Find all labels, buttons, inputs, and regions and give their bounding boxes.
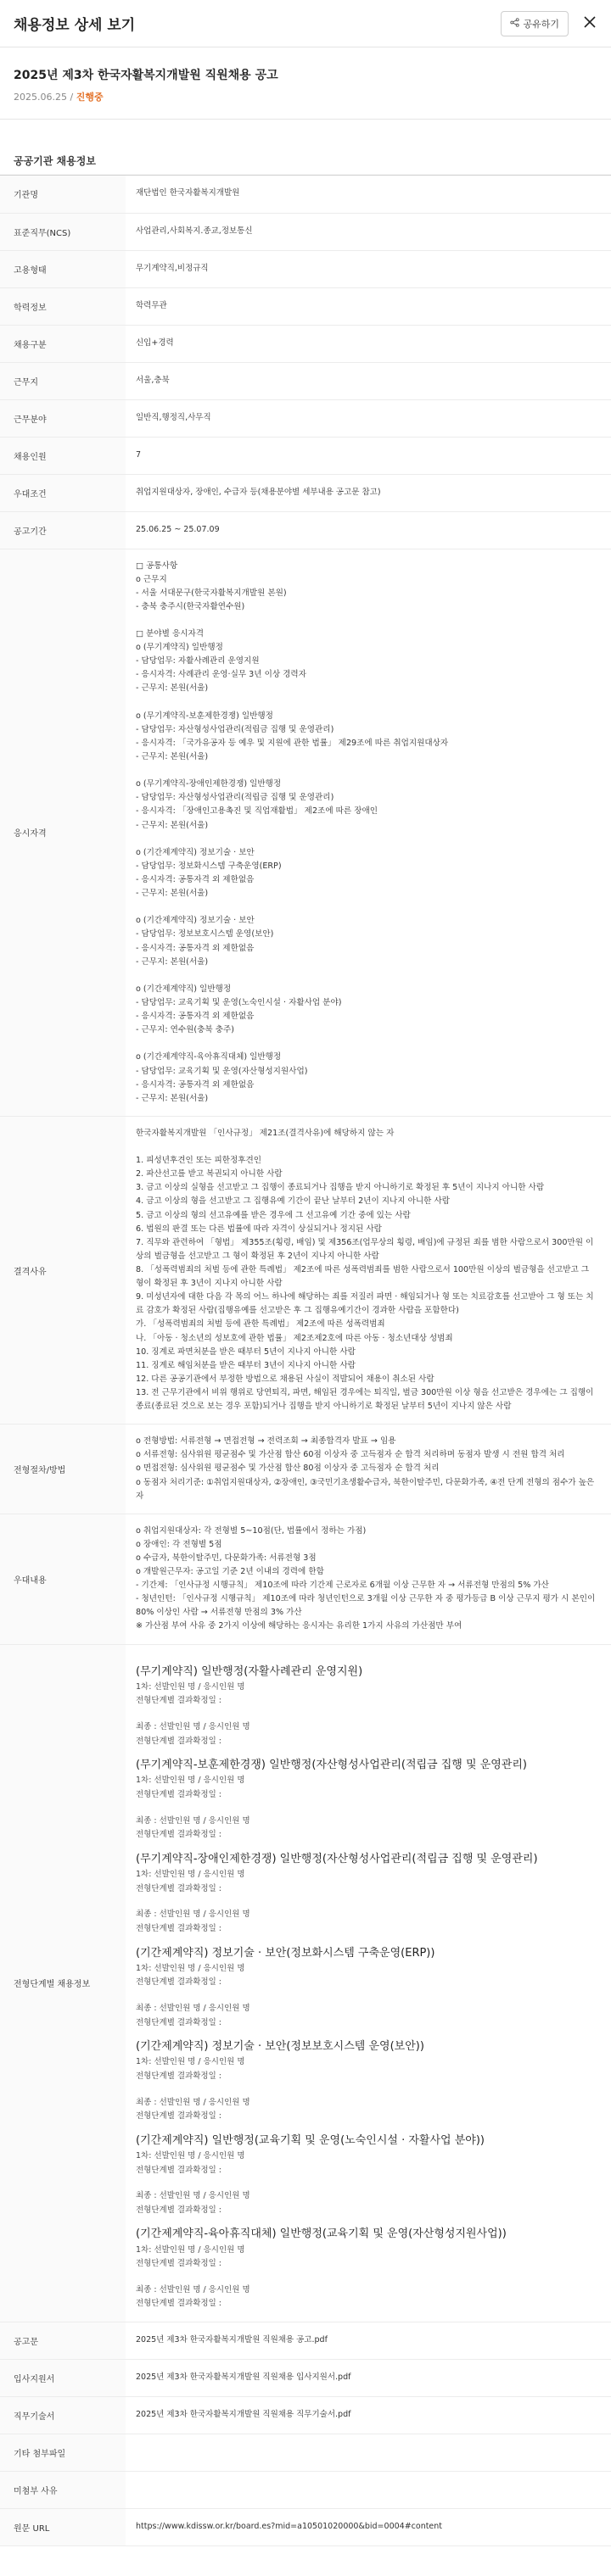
table-row (0, 2434, 611, 2472)
table-row (0, 2360, 611, 2397)
row-label: 우대조건 (0, 474, 126, 511)
table-row (0, 2472, 611, 2509)
info-table (0, 176, 611, 2546)
results-line: 최종 : 선발인원 명 / 응시인원 명 (136, 1815, 250, 1826)
results-line: 최종 : 선발인원 명 / 응시인원 명 (136, 2191, 250, 2201)
results-group (136, 2133, 597, 2218)
results-line: 1차: 선발인원 명 / 응시인원 명 (136, 2244, 245, 2255)
row-label: 고용형태 (0, 250, 126, 287)
share-icon (510, 18, 519, 30)
section-title: 공공기관 채용정보 (0, 120, 611, 176)
row-label: 채용인원 (0, 437, 126, 474)
table-row (0, 287, 611, 325)
results-group-title: (기간제계약직) 정보기술 · 보안(정보화시스템 구축운영(ERP)) (136, 1946, 435, 1960)
preference-text: o 취업지원대상자: 각 전형별 5~10점(단, 법률에서 정하는 가점) o 장애인: 각 전형별 5점 o 수급자, 북한이탈주민, 다문화가족: 서류전형 3점 o 개발원근무자: 공고일 기준 2년 이내의 경력에 한함 - 기간제: 「인사규정 시행규칙」 제10조에 따라 기간제 근로자로 6개월 이상 근무한 자 → 서류전형 만점의 5% 가산 - 청년인턴: 「인사규정 시행규칙」 제10조에 따라 청년인턴으로 3개월 이상 근무한 자 중 평가등급 B 이상 근무지 평가 시 본인이 80% 이상인 사람 → 서류전형 만점의 3% 가산 ※ 가산점 부여 사유 중 2가지 이상에 해당하는 응시자는 유리한 1가지 사유의 가산점만 부여 (136, 1525, 596, 1631)
results-group-title: (기간제계약직-육아휴직대체) 일반행정(교육기획 및 운영(자산형성지원사업)) (136, 2228, 507, 2241)
table-row (0, 325, 611, 362)
row-label: 근무분야 (0, 399, 126, 437)
results-line: 전형단계별 결과확정일 : (136, 1736, 222, 1746)
row-value (126, 2434, 611, 2472)
table-row (0, 437, 611, 474)
row-label: 전형절차/방법 (0, 1425, 126, 1514)
results-line: 최종 : 선발인원 명 / 응시인원 명 (136, 1721, 250, 1731)
row-label: 기관명 (0, 176, 126, 213)
row-label: 기타 첨부파일 (0, 2434, 126, 2472)
row-value: 재단법인 한국자활복지개발원 (126, 176, 611, 213)
close-button[interactable] (582, 16, 597, 31)
table-row (0, 399, 611, 437)
results-group (136, 1945, 597, 2031)
row-value: 무기계약직,비정규직 (126, 250, 611, 287)
row-value: 신입+경력 (126, 325, 611, 362)
results-line: 전형단계별 결과확정일 : (136, 1696, 222, 1706)
results-line: 1차: 선발인원 명 / 응시인원 명 (136, 1870, 245, 1880)
table-row-preference (0, 1514, 611, 1644)
results-line: 전형단계별 결과확정일 : (136, 1830, 222, 1840)
row-label: 공고기간 (0, 511, 126, 549)
table-row (0, 2509, 611, 2546)
row-value (126, 2472, 611, 2509)
row-label: 입사지원서 (0, 2360, 126, 2397)
results-group (136, 1664, 597, 1749)
results-group (136, 2226, 597, 2311)
post-title: 2025년 제3차 한국자활복지개발원 직원채용 공고 (14, 69, 278, 82)
table-row (0, 474, 611, 511)
attachment-link[interactable]: 2025년 제3차 한국자활복지개발원 직원채용 공고.pdf (126, 2322, 611, 2360)
row-label: 우대내용 (0, 1514, 126, 1644)
table-row-process (0, 1425, 611, 1514)
results-line: 전형단계별 결과확정일 : (136, 1790, 222, 1799)
status-badge: 진행중 (76, 92, 104, 103)
share-button-label: 공유하기 (523, 18, 559, 30)
row-value: 취업지원대상자, 장애인, 수급자 등(채용분야별 세부내용 공고문 참고) (126, 474, 611, 511)
post-date: 2025.06.25 (14, 92, 67, 103)
process-text: o 전형방법: 서류전형 → 면접전형 → 전력조회 → 최종합격자 발표 → 임용 o 서류전형: 심사위원 평균점수 및 가산점 합산 60점 이상자 중 고득점자 순 합격 처리하며 동점자 발생 시 전원 합격 처리 o 면접전형: 심사위원 평균점수 및 가산점 합산 80점 이상자 중 고득점자 순 합격 처리 o 동점자 처리기준: ①취업지원대상자, ②장애인, ③국민기초생활수급자, 북한이탈주민, 다문화가족, ④전 단계 전형의 점수가 높은 자 (136, 1436, 595, 1501)
results-line: 전형단계별 결과확정일 : (136, 2165, 222, 2175)
table-row (0, 176, 611, 213)
results-group-title: (기간제계약직) 정보기술 · 보안(정보보호시스템 운영(보안)) (136, 2040, 424, 2054)
results-line: 전형단계별 결과확정일 : (136, 2259, 222, 2269)
row-label: 표준직무(NCS) (0, 213, 126, 250)
results-line: 최종 : 선발인원 명 / 응시인원 명 (136, 2003, 250, 2013)
page-title: 채용정보 상세 보기 (14, 17, 136, 34)
results-line: 1차: 선발인원 명 / 응시인원 명 (136, 2150, 245, 2161)
source-url-link[interactable]: https://www.kdissw.or.kr/board.es?mid=a10501020000&bid=0004#content (126, 2509, 611, 2546)
table-row (0, 362, 611, 399)
close-icon (583, 15, 597, 31)
results-line: 전형단계별 결과확정일 : (136, 1923, 222, 1933)
row-value: 7 (126, 437, 611, 474)
results-group-title: (무기계약직) 일반행정(자활사례관리 운영지원) (136, 1664, 363, 1678)
row-value: 25.06.25 ~ 25.07.09 (126, 511, 611, 549)
results-line: 최종 : 선발인원 명 / 응시인원 명 (136, 1910, 250, 1920)
row-label: 원문 URL (0, 2509, 126, 2546)
row-value: 서울,충북 (126, 362, 611, 399)
qualification-text: □ 공통사항 o 근무지 - 서울 서대문구(한국자활복지개발원 본원) - 충북 충주시(한국자활연수원) □ 분야별 응시자격 o (무기계약직) 일반행정 - 담당업무: 자활사례관리 운영지원 - 응시자격: 사례관리 운영·실무 3년 이상 경력자 - 근무지: 본원(서울) o (무기계약직-보훈제한경쟁) 일반행정 - 담당업무: 자산형성사업관리(적립금 집행 및 운영관리) - 응시자격: 「국가유공자 등 예우 및 지원에 관한 법률」 제29조에 따른 취업지원대상자 - 근무지: 본원(서울) o (무기계약직-장애인제한경쟁) 일반행정 - 담당업무: 자산형성사업관리(적립금 집행 및 운영관리) - 응시자격: 「장애인고용촉진 및 직업재활법」 제2조에 따른 장애인 - 근무지: 본원(서울) o (기간제계약직) 정보기술 · 보안 - 담당업무: 정보화시스템 구축운영(ERP) - 응시자격: 공통자격 외 제한없음 - 근무지: 본원(서울) o (기간제계약직) 정보기술 · 보안 - 담당업무: 정보보호시스템 운영(보안) - 응시자격: 공통자격 외 제한없음 - 근무지: 본원(서울) o (기간제계약직) 일반행정 - 담당업무: 교육기획 및 운영(노숙인시설 · 자활사업 분야) - 응시자격: 공통자격 외 제한없음 - 근무지: 연수원(충북 충주) o (기간제계약직-육아휴직대체) 일반행정 - 담당업무: 교육기획 및 운영(자산형성지원사업) - 응시자격: 공통자격 외 제한없음 - 근무지: 본원(서울) (136, 560, 449, 1103)
table-row (0, 511, 611, 549)
results-line: 1차: 선발인원 명 / 응시인원 명 (136, 2057, 245, 2067)
post-header (0, 47, 611, 120)
results-line: 1차: 선발인원 명 / 응시인원 명 (136, 1963, 245, 1973)
table-row-results (0, 1644, 611, 2322)
row-label: 응시자격 (0, 549, 126, 1116)
row-value: 사업관리,사회복지.종교,정보통신 (126, 213, 611, 250)
results-line: 전형단계별 결과확정일 : (136, 1977, 222, 1988)
results-line: 전형단계별 결과확정일 : (136, 2017, 222, 2027)
results-line: 전형단계별 결과확정일 : (136, 2111, 222, 2122)
results-line: 최종 : 선발인원 명 / 응시인원 명 (136, 2284, 250, 2294)
row-label: 공고문 (0, 2322, 126, 2360)
results-line: 1차: 선발인원 명 / 응시인원 명 (136, 1681, 245, 1692)
results-group-title: (무기계약직-장애인제한경쟁) 일반행정(자산형성사업관리(적립금 집행 및 운영관리) (136, 1852, 538, 1865)
table-row-disqualification (0, 1116, 611, 1424)
row-label: 근무지 (0, 362, 126, 399)
attachment-link[interactable]: 2025년 제3차 한국자활복지개발원 직원채용 직무기술서.pdf (126, 2397, 611, 2434)
table-row (0, 213, 611, 250)
share-button[interactable] (501, 11, 569, 36)
post-meta (14, 90, 597, 103)
results-group (136, 1757, 597, 1843)
disqualification-text: 한국자활복지개발원 「인사규정」 제21조(결격사유)에 해당하지 않는 자 1. 피성년후견인 또는 피한정후견인 2. 파산선고를 받고 복권되지 아니한 사람 3. 금고 이상의 실형을 선고받고 그 집행이 종료되거나 집행을 받지 아니하기로 확정된 후 5년이 지나지 아니한 사람 4. 금고 이상의 형을 선고받고 그 집행유예 기간이 끝난 날부터 2년이 지나지 아니한 사람 5. 금고 이상의 형의 선고유예를 받은 경우에 그 선고유예 기간 중에 있는 사람 6. 법원의 판결 또는 다른 법률에 따라 자격이 상실되거나 정지된 사람 7. 직무와 관련하여 「형법」 제355조(횡령, 배임) 및 제356조(업무상의 횡령, 배임)에 규정된 죄를 범한 사람으로서 300만원 이상의 벌금형을 선고받고 그 형이 확정된 후 2년이 지나지 아니한 사람 8. 「성폭력범죄의 처벌 등에 관한 특례법」 제2조에 따른 성폭력범죄를 범한 사람으로서 100만원 이상의 벌금형을 선고받고 그 형이 확정된 후 3년이 지나지 아니한 사람 9. 미성년자에 대한 다음 각 목의 어느 하나에 해당하는 죄를 저질러 파면 · 해임되거나 형 또는 치료감호를 선고받아 그 형 또는 치료 감호가 확정된 사람(집행유예를 선고받은 후 그 집행유예기간이 경과한 사람을 포함한다) 가. 「성폭력범죄의 처벌 등에 관한 특례법」 제2조에 따른 성폭력범죄 나. 「아동 · 청소년의 성보호에 관한 법률」 제2조제2호에 따른 아동 · 청소년대상 성범죄 10. 징계로 파면처분을 받은 때부터 5년이 지나지 아니한 사람 11. 징계로 해임처분을 받은 때부터 3년이 지나지 아니한 사람 12. 다른 공공기관에서 부정한 방법으로 채용된 사실이 적발되어 채용이 취소된 사람 13. 전 근무기관에서 비위 행위로 당연퇴직, 파면, 해임된 경우에는 퇴직일, 벌금 300만원 이상 형을 선고받은 경우에는 그 집행이 종료(종료된 것으로 보는 경우 포함)되거나 집행을 받지 아니하기로 확정된 날부터 5년이 지나지 않은 사람 (136, 1128, 594, 1412)
row-label: 채용구분 (0, 325, 126, 362)
table-row (0, 2397, 611, 2434)
row-label: 전형단계별 채용정보 (0, 1644, 126, 2322)
results-line: 전형단계별 결과확정일 : (136, 1883, 222, 1893)
row-label: 학력정보 (0, 287, 126, 325)
row-value: 일반직,행정직,사무직 (126, 399, 611, 437)
table-row-qualification (0, 549, 611, 1116)
results-group (136, 2038, 597, 2124)
attachment-link[interactable]: 2025년 제3차 한국자활복지개발원 직원채용 입사지원서.pdf (126, 2360, 611, 2397)
top-bar (0, 0, 611, 47)
results-line: 전형단계별 결과확정일 : (136, 2071, 222, 2081)
results-group-title: (무기계약직-보훈제한경쟁) 일반행정(자산형성사업관리(적립금 집행 및 운영관리) (136, 1759, 527, 1772)
table-row (0, 250, 611, 287)
results-group (136, 1851, 597, 1937)
row-label: 결격사유 (0, 1116, 126, 1424)
post-meta-separator: / (66, 92, 76, 103)
results-line: 최종 : 선발인원 명 / 응시인원 명 (136, 2097, 250, 2107)
table-row (0, 2322, 611, 2360)
row-value: 학력무관 (126, 287, 611, 325)
results-group-title: (기간제계약직) 일반행정(교육기획 및 운영(노숙인시설 · 자활사업 분야)) (136, 2133, 485, 2147)
row-label: 미첨부 사유 (0, 2472, 126, 2509)
results-line: 전형단계별 결과확정일 : (136, 2299, 222, 2309)
results-line: 1차: 선발인원 명 / 응시인원 명 (136, 1776, 245, 1786)
results-line: 전형단계별 결과확정일 : (136, 2205, 222, 2215)
row-label: 직무기술서 (0, 2397, 126, 2434)
